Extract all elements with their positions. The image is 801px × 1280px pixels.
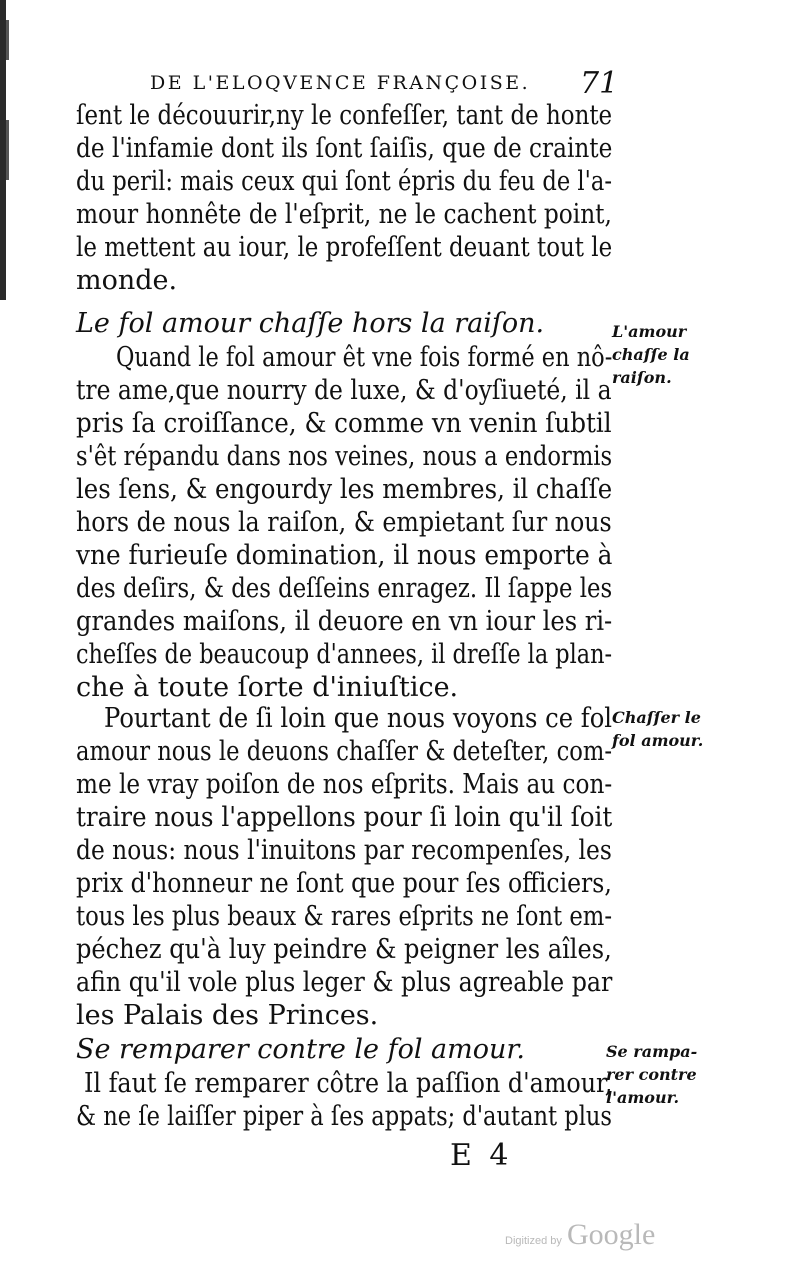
- text-line: prix d'honneur ne ſont que pour ſes officiers,: [76, 868, 612, 899]
- text-line: tous les plus beaux & rares eſprits ne ſont em-: [76, 901, 613, 932]
- margin-note: [612, 320, 712, 389]
- text-line: che à toute ſorte d'iniuſtice.: [76, 672, 459, 703]
- watermark-prefix: Digitized by: [505, 1235, 562, 1247]
- text-line: du peril: mais ceux qui ſont épris du feu de l'a-: [76, 166, 612, 197]
- section-heading: Se remparer contre le fol amour.: [76, 1034, 525, 1065]
- text-line: les Palais des Princes.: [76, 1000, 379, 1031]
- text-line: & ne ſe laiſſer piper à ſes appats; d'autant plus: [76, 1101, 612, 1132]
- text-line: traire nous l'appellons pour ſi loin qu'il ſoit: [76, 802, 613, 833]
- text-line: les ſens, & engourdy les membres, il chaſſe: [76, 474, 613, 505]
- margin-note-line: chaſſe la: [612, 345, 690, 364]
- margin-note-line: rer contre: [606, 1065, 697, 1084]
- text-line: des deſirs, & des deſſeins enragez. Il ſappe les: [76, 573, 613, 604]
- text-line: Il faut ſe remparer côtre la paſſion d'amour,: [84, 1068, 613, 1099]
- text-line: mour honnête de l'eſprit, ne le cachent point,: [76, 199, 612, 230]
- text-line: vne furieuſe domination, il nous emporte à: [76, 540, 613, 571]
- margin-note-line: raiſon.: [612, 368, 672, 387]
- margin-note-line: Chaſſer le: [612, 708, 701, 727]
- text-line: hors de nous la raiſon, & empietant ſur nous: [76, 507, 612, 538]
- text-line: le mettent au iour, le profeſſent deuant tout le: [76, 232, 613, 263]
- text-line: ſent le découurir,ny le confeſſer, tant de honte: [76, 100, 613, 131]
- text-line: afin qu'il vole plus leger & plus agreable par: [76, 967, 613, 998]
- running-head: DE L'ELOQVENCE FRANÇOISE.: [150, 72, 531, 94]
- margin-note: [606, 1040, 706, 1109]
- text-line: me le vray poiſon de nos eſprits. Mais au con-: [76, 769, 613, 800]
- margin-note-line: l'amour.: [606, 1088, 680, 1107]
- page-number: 71: [580, 66, 619, 101]
- margin-note-line: Se rampa-: [606, 1042, 698, 1061]
- margin-note: [612, 706, 712, 752]
- text-line: péchez qu'à luy peindre & peigner les aîles,: [76, 934, 612, 965]
- text-line: amour nous le deuons chaſſer & deteſter, com-: [76, 736, 613, 767]
- text-line: Pourtant de ſi loin que nous voyons ce fol: [104, 703, 613, 734]
- text-line: monde.: [76, 265, 178, 296]
- text-line: de nous: nous l'inuitons par recompenſes, les: [76, 835, 612, 866]
- text-line: de l'infamie dont ils ſont ſaiſis, que de crainte: [76, 133, 613, 164]
- text-line: Quand le fol amour êt vne fois formé en nô-: [116, 342, 613, 373]
- page-edge-shadow: [0, 0, 14, 300]
- text-line: cheſſes de beaucoup d'annees, il dreſſe la plan-: [76, 639, 613, 670]
- section-heading: Le fol amour chaſſe hors la raiſon.: [76, 308, 545, 339]
- text-line: grandes maiſons, il deuore en vn iour les ri-: [76, 606, 613, 637]
- margin-note-line: L'amour: [612, 322, 687, 341]
- signature-mark: E 4: [450, 1138, 513, 1173]
- margin-note-line: fol amour.: [612, 731, 704, 750]
- text-line: tre ame,que nourry de luxe, & d'oyſiueté, il a: [76, 375, 612, 406]
- text-line: pris ſa croiſſance, & comme vn venin ſubtil: [76, 408, 612, 439]
- digitization-watermark: [505, 1218, 655, 1252]
- google-logo: Google: [566, 1218, 656, 1251]
- text-line: s'êt répandu dans nos veines, nous a endormis: [76, 441, 613, 472]
